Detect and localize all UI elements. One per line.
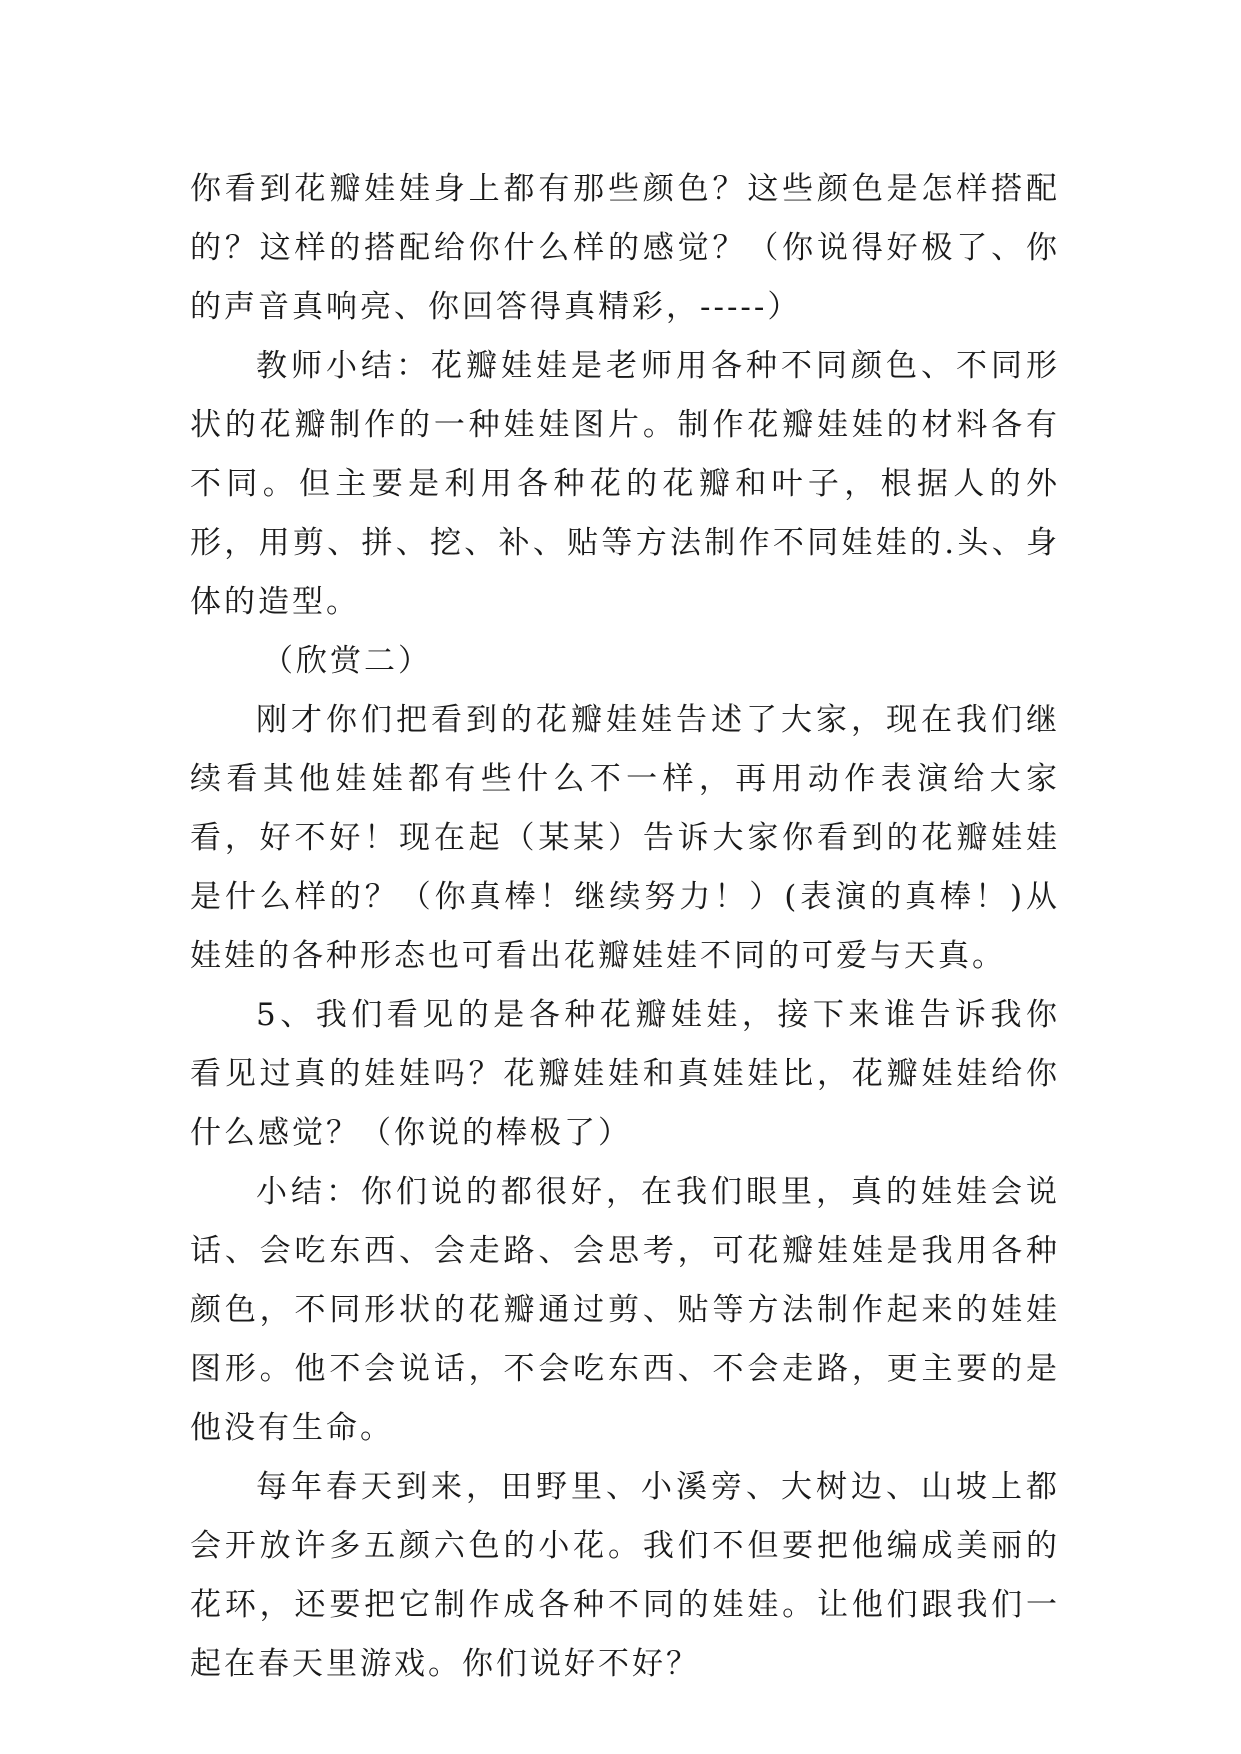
paragraph-spring: 每年春天到来，田野里、小溪旁、大树边、山坡上都会开放许多五颜六色的小花。我们不但要把他编成美丽的花环，还要把它制作成各种不同的娃娃。让他们跟我们一起在春天里游戏。你们说好不好？ [190, 1469, 1060, 1682]
paragraph-question: 你看到花瓣娃娃身上都有那些颜色？这些颜色是怎样搭配的？这样的搭配给你什么样的感觉？（你说得好极了、你的声音真响亮、你回答得真精彩，-----） [190, 171, 1060, 325]
paragraph-teacher-summary: 教师小结：花瓣娃娃是老师用各种不同颜色、不同形状的花瓣制作的一种娃娃图片。制作花瓣娃娃的材料各有不同。但主要是利用各种花的花瓣和叶子，根据人的外形，用剪、拼、挖、补、贴等方法制作不同娃娃的.头、身体的造型。 [190, 348, 1060, 620]
document-page [190, 160, 1060, 1694]
paragraph-appreciation-two: 刚才你们把看到的花瓣娃娃告述了大家，现在我们继续看其他娃娃都有些什么不一样，再用动作表演给大家看，好不好！现在起（某某）告诉大家你看到的花瓣娃娃是什么样的？（你真棒！继续努力！）(表演的真棒！)从娃娃的各种形态也可看出花瓣娃娃不同的可爱与天真。 [190, 702, 1060, 974]
paragraph-summary: 小结：你们说的都很好，在我们眼里，真的娃娃会说话、会吃东西、会走路、会思考，可花瓣娃娃是我用各种颜色，不同形状的花瓣通过剪、贴等方法制作起来的娃娃图形。他不会说话，不会吃东西、不会走路，更主要的是他没有生命。 [190, 1174, 1060, 1446]
paragraph-appreciation-heading: （欣赏二） [262, 643, 432, 679]
paragraph-step-five: 5、我们看见的是各种花瓣娃娃，接下来谁告诉我你看见过真的娃娃吗？花瓣娃娃和真娃娃比，花瓣娃娃给你什么感觉？（你说的棒极了） [190, 997, 1060, 1151]
